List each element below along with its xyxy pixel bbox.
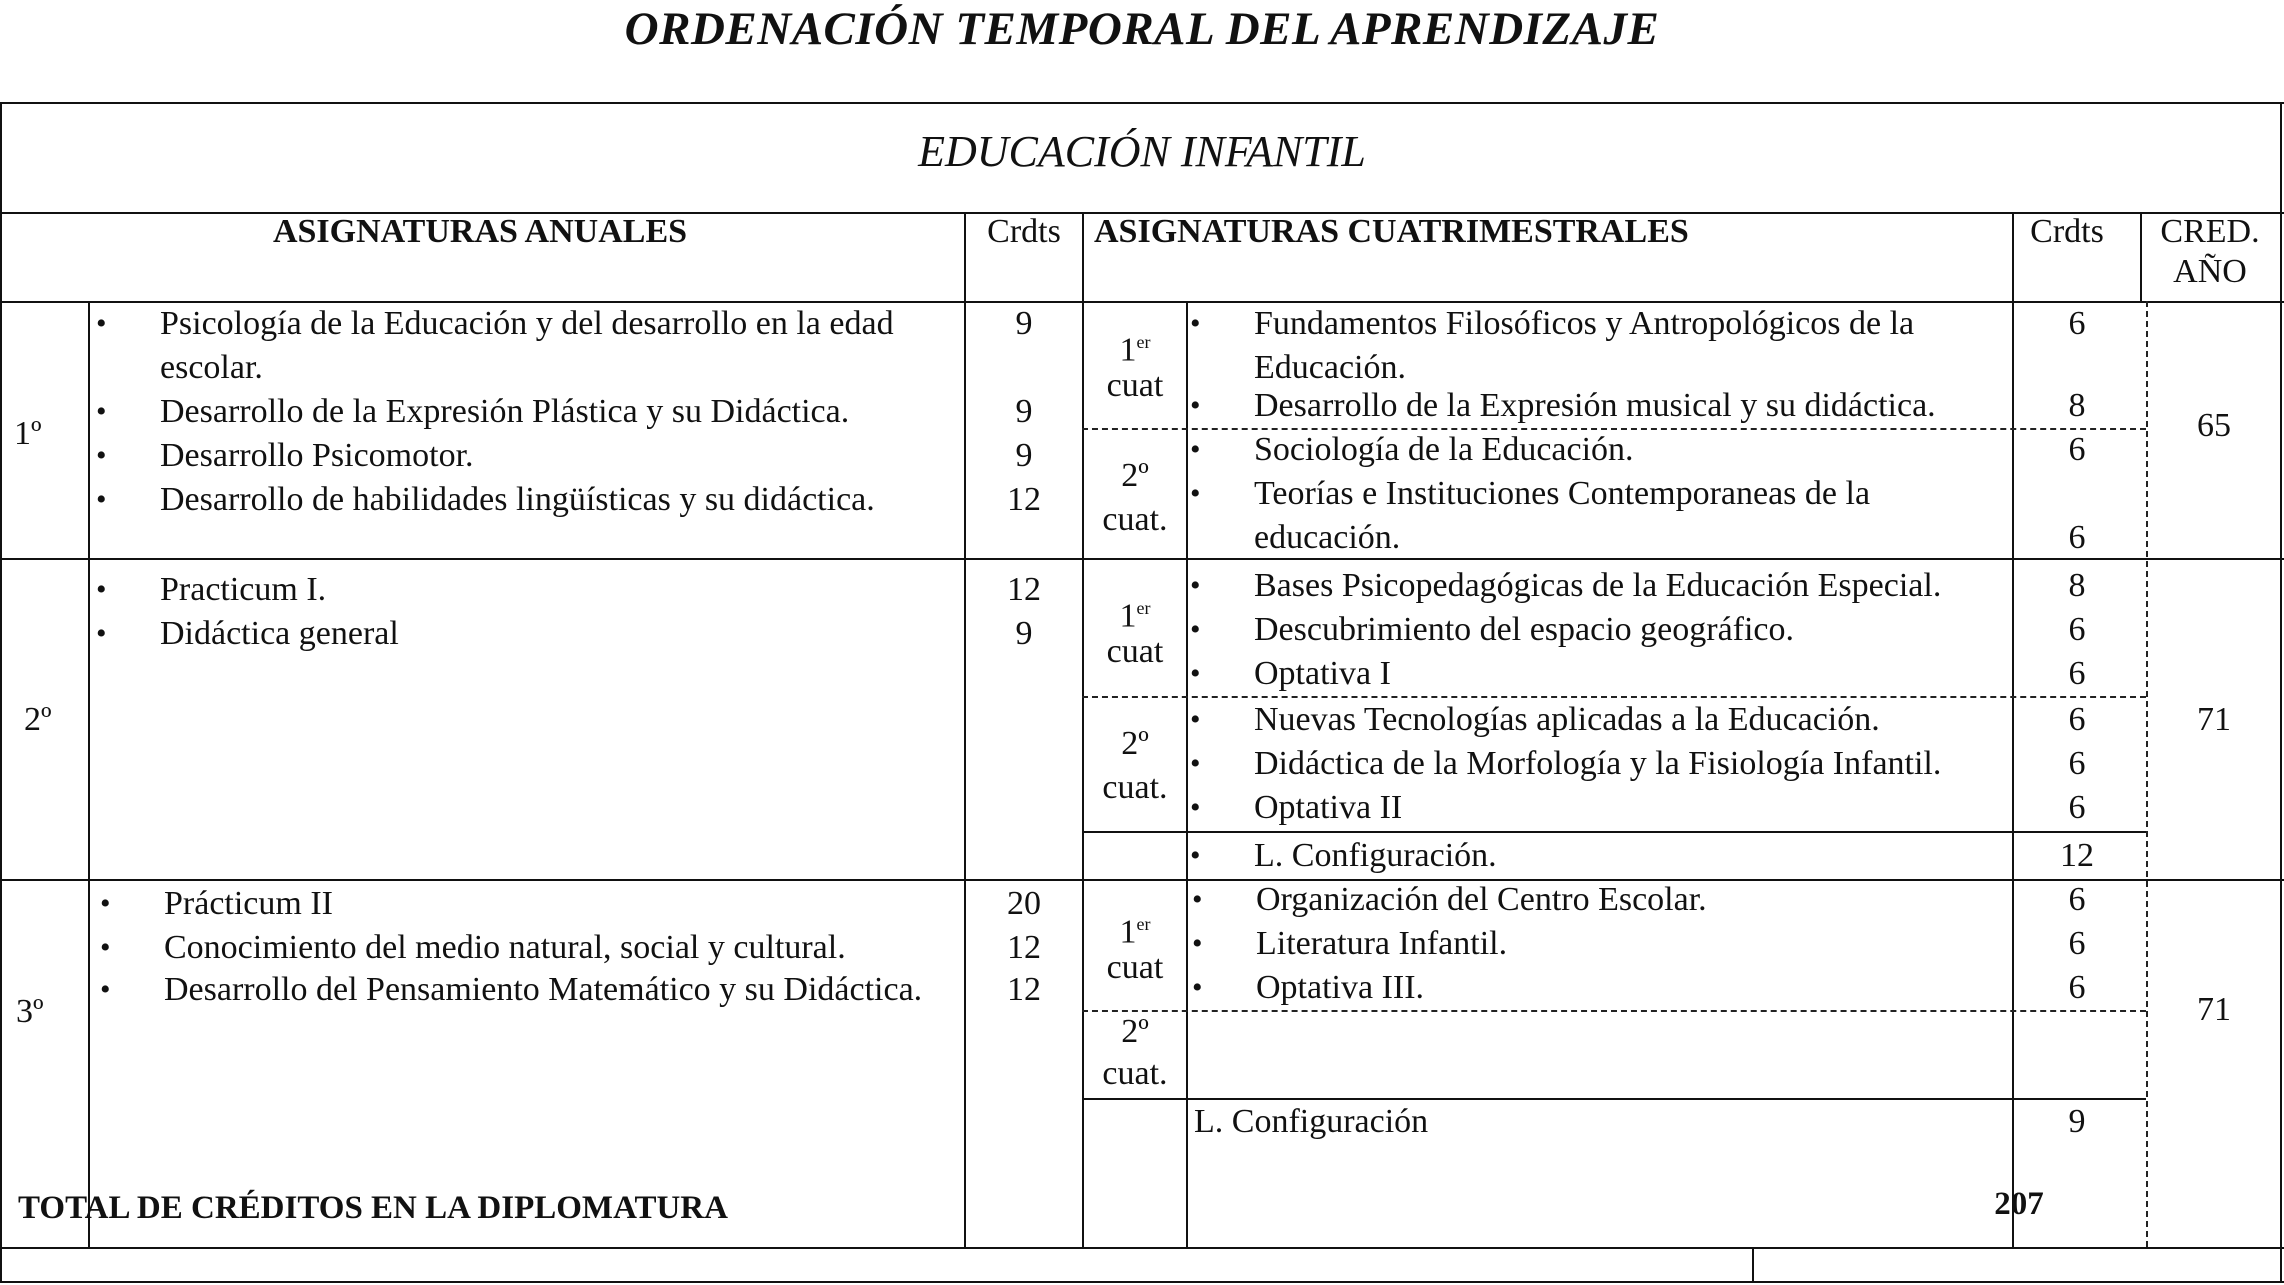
annual-subject: • Desarrollo de habilidades lingüísticas y su didáctica.	[160, 478, 875, 522]
semester-subject: • Fundamentos Filosóficos y Antropológicos de la	[1254, 302, 1914, 346]
semester-subject-cont: Educación.	[1254, 349, 1406, 386]
col-line-year	[88, 301, 90, 1247]
config-separator-y2	[1082, 831, 2146, 833]
annual-subject: • Desarrollo de la Expresión Plástica y su Didáctica.	[160, 390, 849, 434]
total-label: TOTAL DE CRÉDITOS EN LA DIPLOMATURA	[18, 1190, 728, 1226]
header-credits-semester: Crdts	[2030, 213, 2104, 250]
header-annual-subjects: ASIGNATURAS ANUALES	[272, 213, 688, 250]
semester-credits: 6	[2068, 519, 2086, 556]
semester-ordinal: er	[1136, 914, 1151, 934]
table-subtitle: EDUCACIÓN INFANTIL	[918, 127, 1366, 176]
year-separator-1	[0, 558, 2284, 560]
semester-subject: • Organización del Centro Escolar.	[1256, 878, 1707, 922]
table-border-left	[0, 102, 2, 1283]
table-border-right	[2280, 102, 2282, 1283]
annual-subject: • Psicología de la Educación y del desarrollo en la edad	[160, 302, 894, 346]
semester-credits: 8	[2068, 387, 2086, 424]
semester-credits: 6	[2068, 745, 2086, 782]
config-subject: L. Configuración	[1194, 1103, 1429, 1140]
semester-credits: 8	[2068, 567, 2086, 604]
annual-subject: • Desarrollo del Pensamiento Matemático y su Didáctica.	[164, 968, 922, 1012]
semester-subject: • Optativa II	[1254, 786, 1402, 830]
col-line-year-credits-header	[2140, 212, 2142, 301]
annual-credits: 9	[1015, 305, 1033, 342]
annual-subject: • Didáctica general	[160, 612, 399, 656]
semester-ordinal: er	[1136, 332, 1151, 352]
annual-subject: • Prácticum II	[164, 882, 333, 926]
semester-credits: 6	[2068, 305, 2086, 342]
semester-subject: • Sociología de la Educación.	[1254, 428, 1634, 472]
header-credits-annual: Crdts	[987, 213, 1061, 250]
semester-subject: • Nuevas Tecnologías aplicadas a la Educación.	[1254, 698, 1880, 742]
semester-subject: • Optativa III.	[1256, 966, 1424, 1010]
annual-credits: 9	[1015, 615, 1033, 652]
semester-separator-y3	[1082, 1010, 2146, 1012]
table-border-top	[0, 102, 2284, 104]
config-credits: 12	[2060, 837, 2094, 874]
total-value: 207	[1994, 1186, 2044, 1222]
semester-label-2-cuat: cuat.	[1102, 769, 1168, 806]
year-label-3: 3º	[16, 993, 44, 1030]
annual-subject-cont: escolar.	[160, 349, 263, 386]
header-year-credits-line2: AÑO	[2173, 253, 2247, 290]
semester-label-2: 2º	[1121, 725, 1149, 762]
semester-subject: • Didáctica de la Morfología y la Fisiología Infantil.	[1254, 742, 1941, 786]
page-title: ORDENACIÓN TEMPORAL DEL APRENDIZAJE	[624, 3, 1660, 55]
year-separator-2	[0, 879, 2284, 881]
year-label-1: 1º	[14, 415, 42, 452]
col-line-annual-credits	[964, 212, 966, 1247]
semester-label-1-cuat: cuat	[1106, 949, 1164, 986]
semester-credits: 6	[2068, 431, 2086, 468]
annual-credits: 12	[1007, 929, 1041, 966]
semester-number: 1	[1119, 597, 1137, 635]
semester-subject: • Bases Psicopedagógicas de la Educación Especial.	[1254, 564, 1941, 608]
semester-ordinal: er	[1136, 598, 1151, 618]
semester-label-2-cuat: cuat.	[1102, 1055, 1168, 1092]
config-credits: 9	[2068, 1103, 2086, 1140]
annual-subject: • Conocimiento del medio natural, social y cultural.	[164, 926, 846, 970]
year-total-credits: 71	[2197, 701, 2231, 738]
semester-credits: 6	[2068, 701, 2086, 738]
year-total-credits: 71	[2197, 991, 2231, 1028]
annual-credits: 12	[1007, 481, 1041, 518]
semester-credits: 6	[2068, 789, 2086, 826]
curriculum-table	[0, 102, 2284, 1285]
semester-credits: 6	[2068, 611, 2086, 648]
semester-label-1-cuat: cuat	[1106, 367, 1164, 404]
col-line-semester-label	[1186, 301, 1188, 1247]
footer-divider	[1752, 1247, 1754, 1283]
semester-subject: • Descubrimiento del espacio geográfico.	[1254, 608, 1794, 652]
semester-credits: 6	[2068, 925, 2086, 962]
annual-subject: • Desarrollo Psicomotor.	[160, 434, 474, 478]
semester-subject: • Literatura Infantil.	[1256, 922, 1507, 966]
semester-label-2-cuat: cuat.	[1102, 501, 1168, 538]
semester-number: 1	[1119, 913, 1137, 951]
year-label-2: 2º	[24, 701, 52, 738]
annual-credits: 12	[1007, 571, 1041, 608]
annual-credits: 9	[1015, 393, 1033, 430]
annual-subject: • Practicum I.	[160, 568, 326, 612]
semester-credits: 6	[2068, 881, 2086, 918]
semester-label-2: 2º	[1121, 457, 1149, 494]
annual-credits: 12	[1007, 971, 1041, 1008]
semester-credits: 6	[2068, 969, 2086, 1006]
annual-credits: 20	[1007, 885, 1041, 922]
semester-subject: • Desarrollo de la Expresión musical y su didáctica.	[1254, 384, 1936, 428]
semester-subject: • Optativa I	[1254, 652, 1391, 696]
header-year-credits-line1: CRED.	[2160, 213, 2260, 250]
annual-credits: 9	[1015, 437, 1033, 474]
table-border-bottom	[0, 1281, 2284, 1283]
config-subject: • L. Configuración.	[1254, 834, 1497, 878]
semester-subject: • Teorías e Instituciones Contemporaneas de la	[1254, 472, 1870, 516]
header-semester-subjects: ASIGNATURAS CUATRIMESTRALES	[1094, 213, 1689, 250]
semester-label-2: 2º	[1121, 1013, 1149, 1050]
semester-label-1-cuat: cuat	[1106, 633, 1164, 670]
footer-rule	[0, 1247, 2284, 1249]
semester-number: 1	[1119, 331, 1137, 369]
semester-subject-cont: educación.	[1254, 519, 1401, 556]
year-total-credits: 65	[2197, 407, 2231, 444]
semester-credits: 6	[2068, 655, 2086, 692]
